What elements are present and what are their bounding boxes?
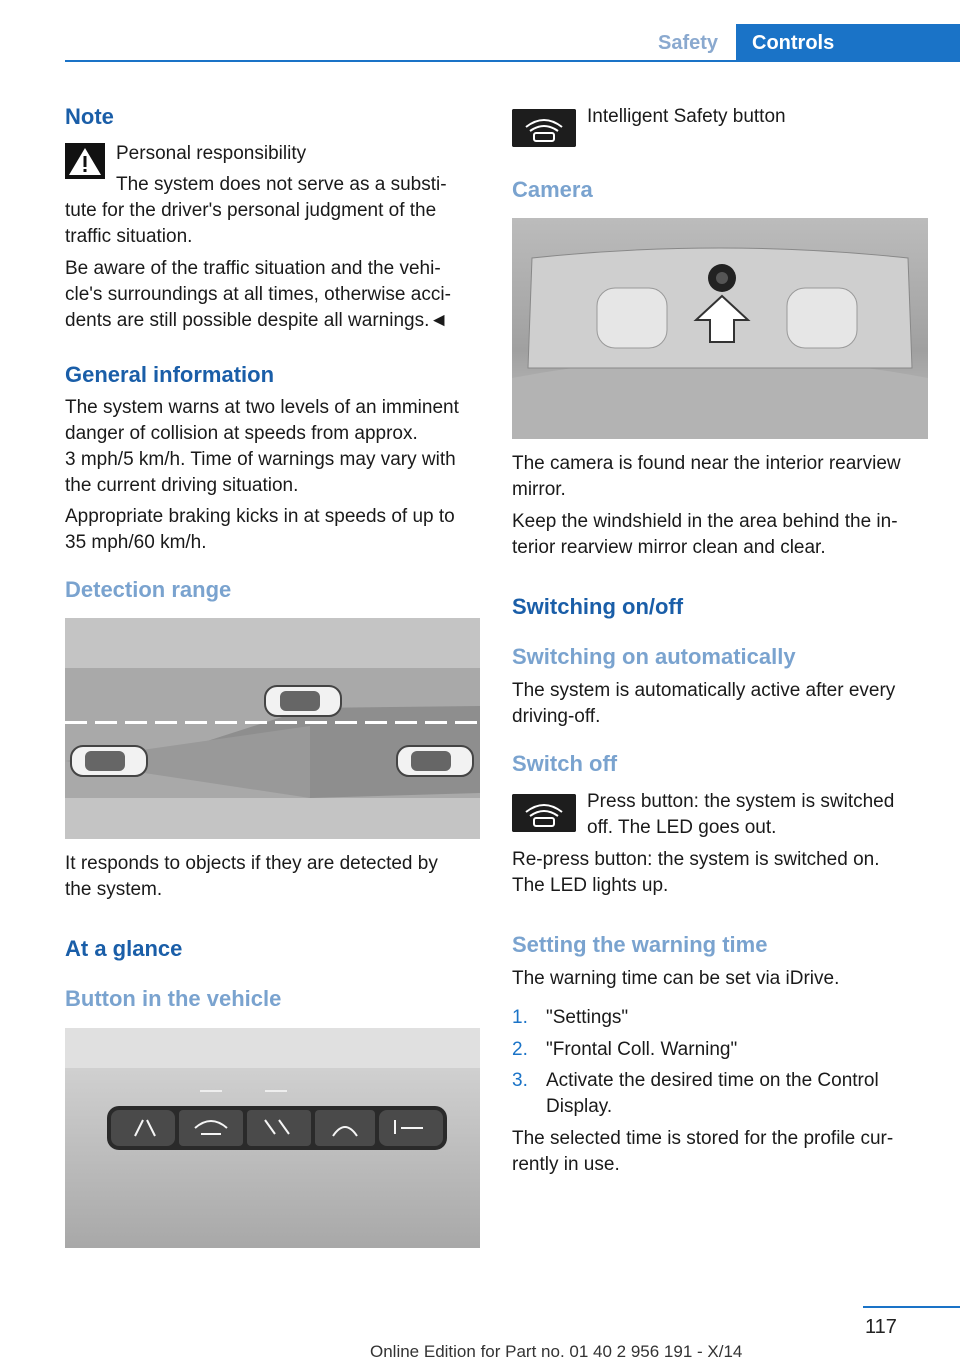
warning-paragraph: The warning time can be set via iDrive. bbox=[512, 968, 840, 989]
off-paragraph: Press button: the system is switched bbox=[587, 791, 895, 812]
stored-paragraph: The selected time is stored for the profile cur- bbox=[512, 1128, 894, 1149]
note-line: traffic situation. bbox=[65, 226, 193, 247]
car-right-icon bbox=[397, 746, 473, 776]
safety-button-icon bbox=[512, 794, 576, 832]
warning-heading: Setting the warning time bbox=[512, 932, 768, 957]
warning-triangle-icon bbox=[65, 143, 105, 179]
header-rule bbox=[65, 60, 960, 62]
edition-text: Online Edition for Part no. 01 40 2 956 191 - X/14 bbox=[370, 1342, 743, 1361]
auto-heading: Switching on automatically bbox=[512, 644, 796, 669]
camera-figure bbox=[512, 218, 928, 439]
page-number: 117 bbox=[865, 1316, 897, 1338]
safety-button-label: Intelligent Safety button bbox=[587, 106, 786, 127]
note-heading: Personal responsibility bbox=[116, 143, 307, 164]
detection-heading: Detection range bbox=[65, 577, 232, 602]
auto-paragraph: driving-off. bbox=[512, 706, 601, 727]
auto-paragraph: The system is automatically active after every bbox=[512, 680, 896, 701]
general-paragraph: the current driving situation. bbox=[65, 475, 299, 496]
general-paragraph: 3 mph/5 km/h. Time of warnings may vary with bbox=[65, 449, 456, 470]
repress-paragraph: The LED lights up. bbox=[512, 875, 669, 896]
glance-heading: At a glance bbox=[65, 936, 183, 961]
general-paragraph: Appropriate braking kicks in at speeds of up to bbox=[65, 506, 455, 527]
button-heading: Button in the vehicle bbox=[65, 986, 282, 1011]
camera-paragraph: Keep the windshield in the area behind the in- bbox=[512, 511, 898, 532]
detection-paragraph: the system. bbox=[65, 879, 163, 900]
list-number: 2. bbox=[512, 1039, 528, 1060]
detection-range-figure bbox=[65, 618, 480, 839]
list-item bbox=[512, 1005, 628, 1031]
list-text-continued: Display. bbox=[546, 1096, 613, 1117]
general-paragraph: The system warns at two levels of an imminent bbox=[65, 397, 459, 418]
detection-paragraph: It responds to objects if they are detected by bbox=[65, 853, 438, 874]
camera-paragraph: terior rearview mirror clean and clear. bbox=[512, 537, 826, 558]
note-paragraph: Be aware of the traffic situation and the vehi- bbox=[65, 258, 441, 279]
general-heading: General information bbox=[65, 362, 275, 387]
general-paragraph: danger of collision at speeds from approx. bbox=[65, 423, 418, 444]
note-title: Note bbox=[65, 104, 114, 129]
footer-rule bbox=[863, 1306, 960, 1308]
list-number: 3. bbox=[512, 1070, 528, 1091]
note-paragraph: cle's surroundings at all times, otherwise acci- bbox=[65, 284, 451, 305]
list-text: Activate the desired time on the Control bbox=[546, 1070, 879, 1091]
general-paragraph: 35 mph/60 km/h. bbox=[65, 532, 207, 553]
camera-paragraph: mirror. bbox=[512, 479, 566, 500]
tab-safety: Safety bbox=[657, 32, 719, 54]
off-paragraph: off. The LED goes out. bbox=[587, 817, 777, 838]
car-left-icon bbox=[71, 746, 147, 776]
list-text: "Frontal Coll. Warning" bbox=[546, 1039, 738, 1060]
list-item bbox=[512, 1068, 879, 1094]
list-number: 1. bbox=[512, 1007, 528, 1028]
list-item bbox=[512, 1037, 737, 1063]
tab-controls: Controls bbox=[736, 24, 960, 62]
list-text: "Settings" bbox=[546, 1007, 629, 1028]
stored-paragraph: rently in use. bbox=[512, 1154, 620, 1175]
note-line: The system does not serve as a substi- bbox=[116, 174, 447, 195]
camera-paragraph: The camera is found near the interior rearview bbox=[512, 453, 901, 474]
note-line: tute for the driver's personal judgment of the bbox=[65, 200, 437, 221]
camera-heading: Camera bbox=[512, 177, 593, 202]
switching-heading: Switching on/off bbox=[512, 594, 684, 619]
intelligent-safety-button-icon bbox=[512, 109, 576, 147]
repress-paragraph: Re-press button: the system is switched on. bbox=[512, 849, 880, 870]
button-panel-figure bbox=[65, 1028, 480, 1248]
car-ahead-icon bbox=[265, 686, 341, 716]
note-paragraph: dents are still possible despite all warnings.◄ bbox=[65, 310, 449, 331]
off-heading: Switch off bbox=[512, 751, 618, 776]
